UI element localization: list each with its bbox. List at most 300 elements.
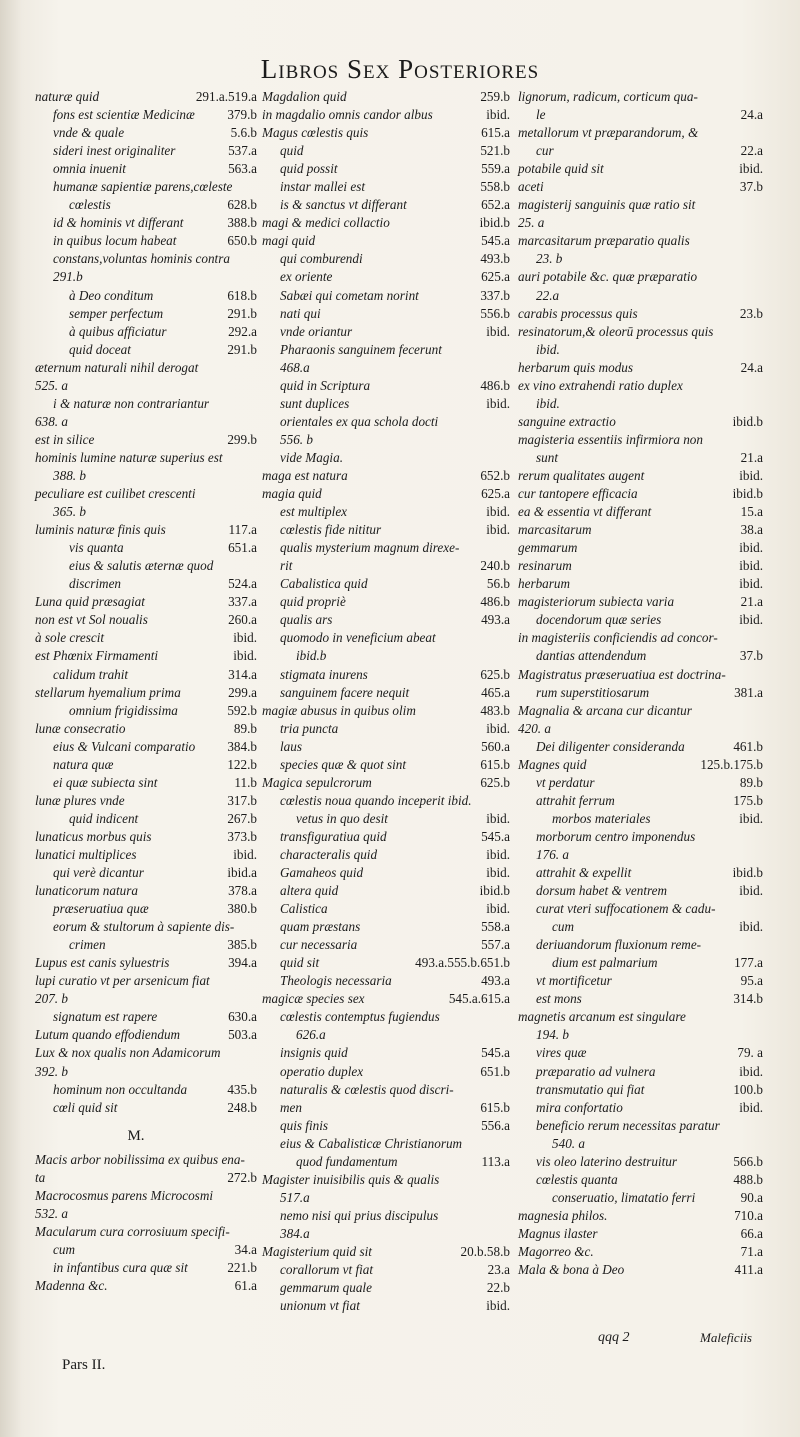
entry-term: beneficio rerum necessitas paratur xyxy=(536,1117,720,1133)
entry-term: auri potabile &c. quæ præparatio xyxy=(518,269,698,285)
entry-term: Theologis necessaria xyxy=(280,973,392,989)
index-entry xyxy=(262,666,510,684)
entry-term: 540. a xyxy=(552,1135,585,1151)
entry-reference: 381.a xyxy=(734,684,763,700)
index-entry xyxy=(35,593,257,611)
entry-term: instar mallei est xyxy=(280,179,365,195)
entry-term: eius & Vulcani comparatio xyxy=(53,738,196,754)
entry-term: lupi curatio vt per arsenicum fiat xyxy=(35,973,210,989)
entry-term: humanæ sapientiæ parens,cœleste xyxy=(53,179,233,195)
entry-term: magnetis arcanum est singulare xyxy=(518,1009,686,1025)
entry-term: Lutum quando effodiendum xyxy=(35,1027,181,1043)
entry-term: Cabalistica quid xyxy=(280,576,368,592)
entry-reference: ibid. xyxy=(486,504,510,520)
entry-reference: 493.a xyxy=(481,612,510,628)
entry-term: natura quæ xyxy=(53,756,114,772)
index-entry xyxy=(518,88,763,106)
entry-reference: 558.a xyxy=(481,919,510,935)
entry-term: Magdalion quid xyxy=(262,89,347,104)
entry-term: sideri inest originaliter xyxy=(53,143,176,159)
index-entry xyxy=(35,1169,257,1187)
entry-reference: 379.b xyxy=(227,107,257,123)
entry-term: omnia inuenit xyxy=(53,161,126,177)
entry-term: altera quid xyxy=(280,883,339,899)
entry-reference: 21.a xyxy=(740,449,763,465)
entry-reference: 248.b xyxy=(227,1099,257,1115)
entry-term: unionum vt fiat xyxy=(280,1298,360,1314)
entry-term: dantias attendendum xyxy=(536,648,647,664)
index-entry xyxy=(35,774,257,792)
entry-reference: 652.a xyxy=(481,197,510,213)
entry-term: vires quæ xyxy=(536,1045,587,1061)
entry-reference: 22.a xyxy=(740,143,763,159)
entry-term: cœlestis fide nititur xyxy=(280,522,382,538)
entry-reference: 625.a xyxy=(481,486,510,502)
entry-reference: 651.b xyxy=(480,1063,510,1079)
entry-term: quid doceat xyxy=(69,341,131,357)
entry-term: 291.b xyxy=(53,269,83,285)
entry-term: dorsum habet & ventrem xyxy=(536,883,667,899)
entry-reference: 545.a xyxy=(481,1045,510,1061)
entry-term: eius & salutis æternæ quod xyxy=(69,558,214,574)
index-entry xyxy=(35,268,257,286)
entry-term: Magistratus præseruatiua est doctrina- xyxy=(518,666,726,682)
entry-term: naturalis & cœlestis quod discri- xyxy=(280,1081,454,1097)
entry-reference: 524.a xyxy=(228,576,257,592)
index-entry xyxy=(262,160,510,178)
entry-reference: ibid. xyxy=(486,107,510,123)
entry-term: rit xyxy=(280,558,293,574)
index-entry xyxy=(518,359,763,377)
entry-reference: 545.a.615.a xyxy=(448,991,510,1007)
index-entry xyxy=(518,611,763,629)
entry-reference: 34.a xyxy=(234,1241,257,1257)
entry-term: rum superstitiosarum xyxy=(536,684,650,700)
index-entry xyxy=(518,106,763,124)
index-entry xyxy=(518,828,763,846)
entry-reference: 537.a xyxy=(228,143,257,159)
index-entry xyxy=(518,702,763,720)
index-entry xyxy=(35,467,257,485)
index-entry xyxy=(262,106,510,124)
entry-term: maga est natura xyxy=(262,467,348,483)
entry-reference: 23.a xyxy=(487,1262,510,1278)
index-entry xyxy=(518,666,763,684)
entry-reference: 89.b xyxy=(233,720,257,736)
entry-term: quid propriè xyxy=(280,594,346,610)
entry-reference: 483.b xyxy=(480,702,510,718)
index-entry xyxy=(518,900,763,918)
entry-term: vnde & quale xyxy=(53,125,125,141)
entry-reference: 625.b xyxy=(480,666,510,682)
entry-term: cœli quid sit xyxy=(53,1099,118,1115)
index-entry xyxy=(262,1008,510,1026)
entry-term: luminis naturæ finis quis xyxy=(35,522,166,538)
index-entry xyxy=(35,1081,257,1099)
entry-term: quid possit xyxy=(280,161,338,177)
entry-reference: 558.b xyxy=(480,179,510,195)
entry-term: magi & medici collactio xyxy=(262,215,390,231)
entry-term: magnesia philos. xyxy=(518,1207,608,1223)
index-entry xyxy=(518,1171,763,1189)
index-entry xyxy=(518,467,763,485)
entry-term: 392. b xyxy=(35,1063,68,1079)
entry-reference: 175.b xyxy=(733,792,763,808)
entry-reference: 317.b xyxy=(227,792,257,808)
entry-reference: 267.b xyxy=(227,810,257,826)
entry-reference: ibid.b xyxy=(732,413,763,429)
entry-term: vnde oriantur xyxy=(280,323,353,339)
index-entry xyxy=(35,521,257,539)
index-entry xyxy=(518,142,763,160)
entry-term: cur necessaria xyxy=(280,937,358,953)
entry-term: quid sit xyxy=(280,955,320,971)
entry-term: cœlestis contemptus fugiendus xyxy=(280,1009,440,1025)
entry-reference: 100.b xyxy=(733,1081,763,1097)
index-entry xyxy=(262,1279,510,1297)
index-entry xyxy=(262,936,510,954)
entry-term: Magus cœlestis quis xyxy=(262,125,369,141)
index-entry xyxy=(262,539,510,557)
entry-reference: 625.b xyxy=(480,774,510,790)
entry-term: Magnus ilaster xyxy=(518,1225,598,1241)
entry-reference: 556.a xyxy=(481,1117,510,1133)
entry-term: sanguine extractio xyxy=(518,413,616,429)
entry-reference: 625.a xyxy=(481,269,510,285)
entry-term: semper perfectum xyxy=(69,305,164,321)
signature-mark: qqq 2 xyxy=(598,1330,630,1345)
index-entry xyxy=(262,287,510,305)
entry-reference: 560.a xyxy=(481,738,510,754)
index-entry xyxy=(35,142,257,160)
index-entry xyxy=(35,647,257,665)
entry-term: 626.a xyxy=(296,1027,326,1043)
entry-reference: 411.a xyxy=(734,1262,763,1278)
entry-term: 420. a xyxy=(518,720,551,736)
entry-term: operatio duplex xyxy=(280,1063,364,1079)
entry-term: conseruatio, limatatio ferri xyxy=(552,1189,696,1205)
entry-term: carabis processus quis xyxy=(518,305,638,321)
index-entry xyxy=(35,449,257,467)
entry-term: 468.a xyxy=(280,359,310,375)
index-entry xyxy=(35,828,257,846)
entry-term: Sabæi qui cometam norint xyxy=(280,287,419,303)
index-entry xyxy=(262,882,510,900)
index-entry xyxy=(262,864,510,882)
entry-term: potabile quid sit xyxy=(518,161,604,177)
index-entry xyxy=(35,1099,257,1117)
index-entry xyxy=(518,178,763,196)
entry-term: nati qui xyxy=(280,305,321,321)
entry-term: qui verè dicantur xyxy=(53,865,144,881)
entry-term: vide Magia. xyxy=(280,449,343,465)
index-entry xyxy=(518,810,763,828)
entry-reference: 95.a xyxy=(740,973,763,989)
entry-reference: ibid.b xyxy=(479,883,510,899)
index-entry xyxy=(35,485,257,503)
index-entry xyxy=(262,1135,510,1153)
entry-reference: 615.a xyxy=(481,125,510,141)
index-entry xyxy=(518,1063,763,1081)
index-entry xyxy=(262,684,510,702)
entry-reference: 292.a xyxy=(228,323,257,339)
entry-reference: 630.a xyxy=(228,1009,257,1025)
entry-reference: ibid. xyxy=(233,846,257,862)
entry-reference: ibid. xyxy=(233,630,257,646)
entry-reference: 566.b xyxy=(733,1153,763,1169)
index-entry xyxy=(262,214,510,232)
index-entry xyxy=(35,756,257,774)
index-entry xyxy=(262,846,510,864)
index-entry xyxy=(262,629,510,647)
entry-reference: 56.b xyxy=(486,576,510,592)
entry-reference: ibid. xyxy=(739,1063,763,1079)
entry-reference: 556.b xyxy=(480,305,510,321)
entry-reference: 435.b xyxy=(227,1081,257,1097)
entry-reference: 299.b xyxy=(227,431,257,447)
index-entry xyxy=(262,431,510,449)
entry-term: quid indicent xyxy=(69,810,139,826)
index-entry xyxy=(262,268,510,286)
index-entry xyxy=(35,250,257,268)
catchword: Maleficiis xyxy=(700,1330,752,1345)
entry-reference: 493.b xyxy=(480,251,510,267)
entry-term: à Deo conditum xyxy=(69,287,154,303)
entry-reference: 15.a xyxy=(740,504,763,520)
entry-term: aceti xyxy=(518,179,544,195)
entry-term: ibid. xyxy=(536,341,560,357)
index-entry xyxy=(262,467,510,485)
entry-reference: 22.b xyxy=(486,1280,510,1296)
entry-reference: 24.a xyxy=(740,359,763,375)
index-entry xyxy=(262,1225,510,1243)
entry-term: est in silice xyxy=(35,431,95,447)
entry-term: Macularum cura corrosiuum specifi- xyxy=(35,1223,230,1239)
entry-term: Luna quid præsagiat xyxy=(35,594,145,610)
index-entry xyxy=(518,449,763,467)
index-entry xyxy=(262,647,510,665)
index-entry xyxy=(35,792,257,810)
entry-term: 23. b xyxy=(536,251,563,267)
index-entry xyxy=(262,1171,510,1189)
entry-reference: ibid. xyxy=(486,522,510,538)
entry-reference: ibid. xyxy=(739,612,763,628)
entry-term: 22.a xyxy=(536,287,560,303)
entry-reference: ibid. xyxy=(486,810,510,826)
section-letter: M. xyxy=(127,1127,145,1144)
entry-reference: 314.a xyxy=(228,666,257,682)
index-entry xyxy=(262,792,510,810)
index-entry xyxy=(518,1243,763,1261)
index-entry xyxy=(262,359,510,377)
entry-reference: 503.a xyxy=(228,1027,257,1043)
entry-reference: ibid. xyxy=(486,865,510,881)
index-entry xyxy=(518,629,763,647)
index-entry xyxy=(518,792,763,810)
entry-term: 176. a xyxy=(536,846,569,862)
index-entry xyxy=(35,88,257,106)
entry-term: lunæ consecratio xyxy=(35,720,126,736)
index-entry xyxy=(262,557,510,575)
index-entry xyxy=(35,305,257,323)
entry-reference: 486.b xyxy=(480,377,510,393)
entry-reference: 488.b xyxy=(733,1171,763,1187)
entry-term: id & hominis vt differant xyxy=(53,215,184,231)
entry-term: constans,voluntas hominis contra xyxy=(53,251,230,267)
index-entry xyxy=(518,647,763,665)
entry-term: hominis lumine naturæ superius est xyxy=(35,449,223,465)
entry-term: eorum & stultorum à sapiente dis- xyxy=(53,919,235,935)
index-entry xyxy=(35,611,257,629)
entry-term: 388. b xyxy=(53,467,86,483)
index-entry xyxy=(35,882,257,900)
entry-reference: 521.b xyxy=(480,143,510,159)
entry-reference: ibid. xyxy=(486,1298,510,1314)
entry-reference: 66.a xyxy=(740,1225,763,1241)
entry-term: qualis ars xyxy=(280,612,333,628)
index-entry xyxy=(262,323,510,341)
entry-term: 384.a xyxy=(280,1225,310,1241)
entry-term: gemmarum xyxy=(518,540,578,556)
index-entry xyxy=(35,106,257,124)
entry-reference: 38.a xyxy=(740,522,763,538)
entry-term: 207. b xyxy=(35,991,68,1007)
page-header: Libros Sex Posteriores xyxy=(260,54,540,84)
index-entry xyxy=(35,900,257,918)
index-entry xyxy=(518,684,763,702)
entry-term: in infantibus cura quæ sit xyxy=(53,1260,188,1275)
entry-reference: 260.a xyxy=(228,612,257,628)
entry-term: metallorum vt præparandorum, & xyxy=(518,125,699,141)
entry-reference: 122.b xyxy=(227,756,257,772)
entry-term: deriuandorum fluxionum reme- xyxy=(536,937,702,953)
entry-term: Pharaonis sanguinem fecerunt xyxy=(280,341,442,357)
entry-term: vetus in quo desit xyxy=(296,810,388,826)
entry-reference: 557.a xyxy=(481,937,510,953)
entry-term: Gamaheos quid xyxy=(280,865,364,881)
entry-reference: ibid. xyxy=(486,846,510,862)
index-entry xyxy=(518,954,763,972)
entry-term: marcasitarum xyxy=(518,522,592,538)
entry-term: ex vino extrahendi ratio duplex xyxy=(518,377,683,393)
index-entry xyxy=(262,449,510,467)
entry-reference: 384.b xyxy=(227,738,257,754)
index-entry xyxy=(518,990,763,1008)
entry-reference: 291.a.519.a xyxy=(195,89,257,104)
entry-reference: 592.b xyxy=(227,702,257,718)
index-entry xyxy=(35,1151,257,1169)
entry-term: cœlestis xyxy=(69,197,111,213)
entry-term: crimen xyxy=(69,937,106,953)
index-entry xyxy=(518,341,763,359)
entry-term: discrimen xyxy=(69,576,122,592)
index-entry xyxy=(262,575,510,593)
entry-term: characteralis quid xyxy=(280,846,378,862)
entry-reference: 559.a xyxy=(481,161,510,177)
index-entry xyxy=(262,124,510,142)
index-entry xyxy=(35,1063,257,1081)
index-entry xyxy=(262,1081,510,1099)
entry-term: in magisteriis conficiendis ad concor- xyxy=(518,630,718,646)
index-column-3 xyxy=(518,88,763,1279)
index-entry xyxy=(262,341,510,359)
entry-term: rerum qualitates augent xyxy=(518,467,645,483)
entry-reference: 486.b xyxy=(480,594,510,610)
entry-term: Magister inuisibilis quis & qualis xyxy=(262,1171,440,1187)
index-entry xyxy=(518,214,763,232)
entry-term: Magnes quid xyxy=(518,756,587,772)
entry-reference: 385.b xyxy=(227,937,257,953)
entry-reference: ibid.b xyxy=(479,215,510,231)
entry-term: 517.a xyxy=(280,1189,310,1205)
entry-term: species quæ & quot sint xyxy=(280,756,407,772)
entry-reference: ibid.a xyxy=(227,865,257,881)
entry-reference: 380.b xyxy=(227,901,257,917)
part-label: Pars II. xyxy=(62,1357,106,1373)
index-entry xyxy=(35,1205,257,1223)
entry-term: lunatici multiplices xyxy=(35,846,137,862)
index-entry xyxy=(262,611,510,629)
entry-reference: 291.b xyxy=(227,305,257,321)
index-entry xyxy=(262,1026,510,1044)
index-column-1 xyxy=(35,88,257,1295)
index-entry xyxy=(518,196,763,214)
entry-term: tria puncta xyxy=(280,720,339,736)
index-entry xyxy=(35,323,257,341)
entry-term: curat vteri suffocationem & cadu- xyxy=(536,901,716,917)
entry-term: cum xyxy=(552,919,574,935)
index-entry xyxy=(262,1207,510,1225)
entry-term: vt mortificetur xyxy=(536,973,612,989)
entry-term: docendorum quæ series xyxy=(536,612,662,628)
entry-term: ei quæ subiecta sint xyxy=(53,774,158,790)
index-entry xyxy=(518,864,763,882)
entry-reference: 618.b xyxy=(227,287,257,303)
entry-term: quam præstans xyxy=(280,919,361,935)
entry-term: marcasitarum præparatio qualis xyxy=(518,233,690,249)
index-entry xyxy=(262,593,510,611)
entry-term: magisterij sanguinis quæ ratio sit xyxy=(518,197,696,213)
index-entry xyxy=(518,575,763,593)
entry-term: hominum non occultanda xyxy=(53,1081,188,1097)
entry-reference: ibid. xyxy=(739,810,763,826)
index-entry xyxy=(262,1099,510,1117)
index-entry xyxy=(35,666,257,684)
entry-term: is & sanctus vt differant xyxy=(280,197,407,213)
entry-reference: ibid.b xyxy=(732,486,763,502)
entry-term: peculiare est cuilibet crescenti xyxy=(35,486,196,502)
entry-reference: 61.a xyxy=(234,1278,257,1294)
entry-term: vis oleo laterino destruitur xyxy=(536,1153,678,1169)
entry-reference: 11.b xyxy=(234,774,257,790)
entry-term: attrahit & expellit xyxy=(536,865,632,881)
entry-reference: 563.a xyxy=(228,161,257,177)
entry-term: morborum centro imponendus xyxy=(536,828,696,844)
index-entry xyxy=(518,882,763,900)
entry-reference: 493.a xyxy=(481,973,510,989)
index-entry xyxy=(35,1241,257,1259)
entry-term: omnium frigidissima xyxy=(69,702,178,718)
index-entry xyxy=(35,702,257,720)
entry-reference: 337.b xyxy=(480,287,510,303)
entry-term: lunaticus morbus quis xyxy=(35,828,152,844)
entry-reference: 628.b xyxy=(227,197,257,213)
index-entry xyxy=(262,828,510,846)
entry-reference: ibid. xyxy=(739,1099,763,1115)
entry-term: magicæ species sex xyxy=(262,991,365,1007)
entry-term: eius & Cabalisticæ Christianorum xyxy=(280,1135,463,1151)
index-entry xyxy=(518,756,763,774)
